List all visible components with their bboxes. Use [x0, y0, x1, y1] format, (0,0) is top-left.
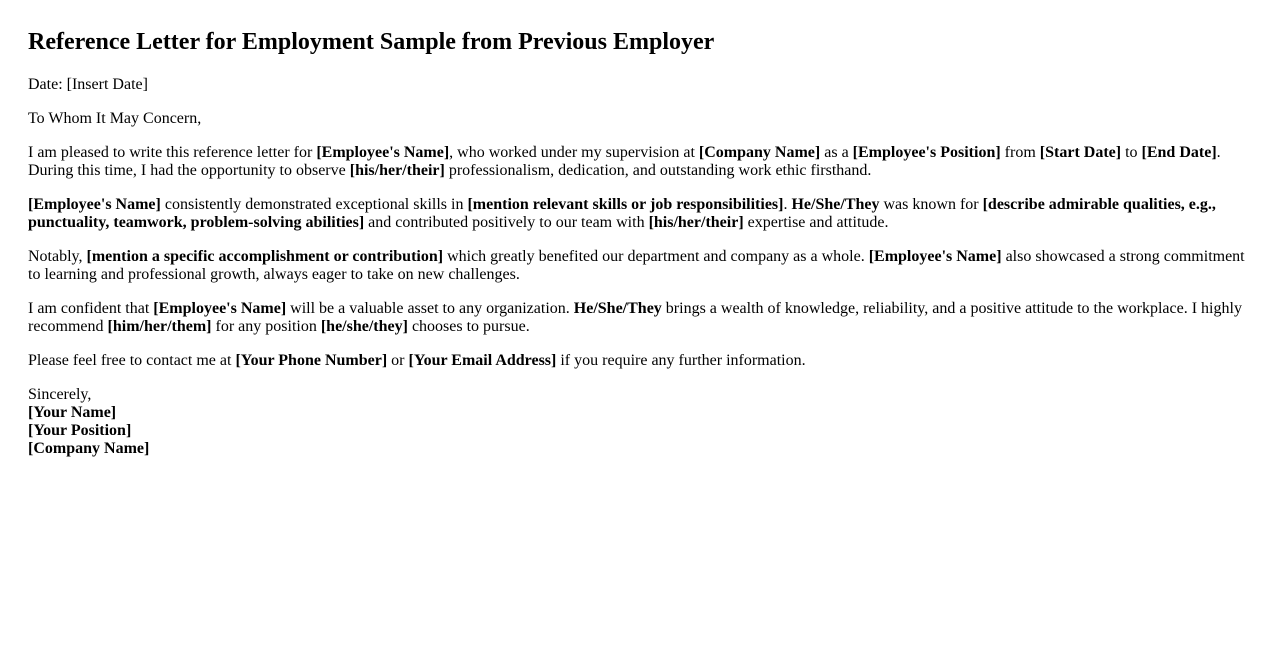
salutation: To Whom It May Concern, [28, 110, 202, 127]
text-segment: Notably, [28, 248, 87, 265]
text-segment: will be a valuable asset to any organization. [286, 300, 574, 317]
paragraph-recommendation [28, 300, 1250, 336]
placeholder-qualities: [describe admirable qualities, e.g., punctuality, teamwork, problem-solving abilities] [28, 196, 1216, 231]
placeholder-pronoun: [he/she/they] [320, 318, 408, 335]
placeholder-accomplishment: [mention a specific accomplishment or contribution] [86, 248, 444, 265]
placeholder-employee-name: [Employee's Name] [153, 300, 287, 317]
text-segment: , who worked under my supervision at [449, 144, 699, 161]
placeholder-employee-name: [Employee's Name] [316, 144, 450, 161]
paragraph-contact [28, 352, 1250, 370]
text-segment: if you require any further information. [556, 352, 806, 369]
text-segment: from [1000, 144, 1040, 161]
paragraph-introduction [28, 144, 1250, 180]
placeholder-end-date: [End Date] [1141, 144, 1217, 161]
text-segment: . [783, 196, 792, 213]
placeholder-pronoun: He/She/They [573, 300, 662, 317]
text-segment: was known for [879, 196, 983, 213]
text-segment: I am pleased to write this reference letter for [28, 144, 317, 161]
placeholder-pronoun: [his/her/their] [648, 214, 744, 231]
sign-off: Sincerely, [28, 386, 92, 403]
text-segment: and contributed positively to our team with [364, 214, 649, 231]
text-segment: or [387, 352, 409, 369]
placeholder-email-address: [Your Email Address] [408, 352, 557, 369]
text-segment: chooses to pursue. [407, 318, 530, 335]
text-segment: which greatly benefited our department and company as a whole. [443, 248, 869, 265]
text-segment: brings a wealth of knowledge, reliability, and a positive attitude to the workplace. I highly recommend [28, 300, 1242, 335]
text-segment: . During this time, I had the opportunity to observe [28, 144, 1221, 179]
placeholder-company-name: [Company Name] [698, 144, 821, 161]
paragraph-accomplishment [28, 248, 1250, 284]
placeholder-pronoun: [his/her/their] [349, 162, 445, 179]
page-title: Reference Letter for Employment Sample from Previous Employer [28, 29, 715, 55]
signature-company: [Company Name] [28, 440, 150, 457]
placeholder-start-date: [Start Date] [1039, 144, 1122, 161]
text-segment: I am confident that [28, 300, 154, 317]
placeholder-employee-name: [Employee's Name] [28, 196, 161, 213]
date-line: Date: [Insert Date] [28, 76, 148, 93]
text-segment: for any position [211, 318, 321, 335]
text-segment: to [1121, 144, 1142, 161]
placeholder-employee-name: [Employee's Name] [868, 248, 1002, 265]
text-segment: Please feel free to contact me at [28, 352, 236, 369]
text-segment: also showcased a strong commitment to learning and professional growth, always eager to take on new challenges. [28, 248, 1245, 283]
placeholder-phone-number: [Your Phone Number] [235, 352, 388, 369]
placeholder-pronoun: He/She/They [791, 196, 880, 213]
text-segment: expertise and attitude. [743, 214, 889, 231]
paragraph-skills [28, 196, 1250, 232]
signature-position: [Your Position] [28, 422, 132, 439]
signature-name: [Your Name] [28, 404, 117, 421]
placeholder-skills: [mention relevant skills or job responsibilities] [467, 196, 784, 213]
text-segment: professionalism, dedication, and outstanding work ethic firsthand. [444, 162, 872, 179]
placeholder-pronoun: [him/her/them] [107, 318, 212, 335]
placeholder-employee-position: [Employee's Position] [852, 144, 1001, 161]
text-segment: as a [820, 144, 853, 161]
closing-block [28, 386, 1250, 458]
text-segment: consistently demonstrated exceptional skills in [160, 196, 468, 213]
